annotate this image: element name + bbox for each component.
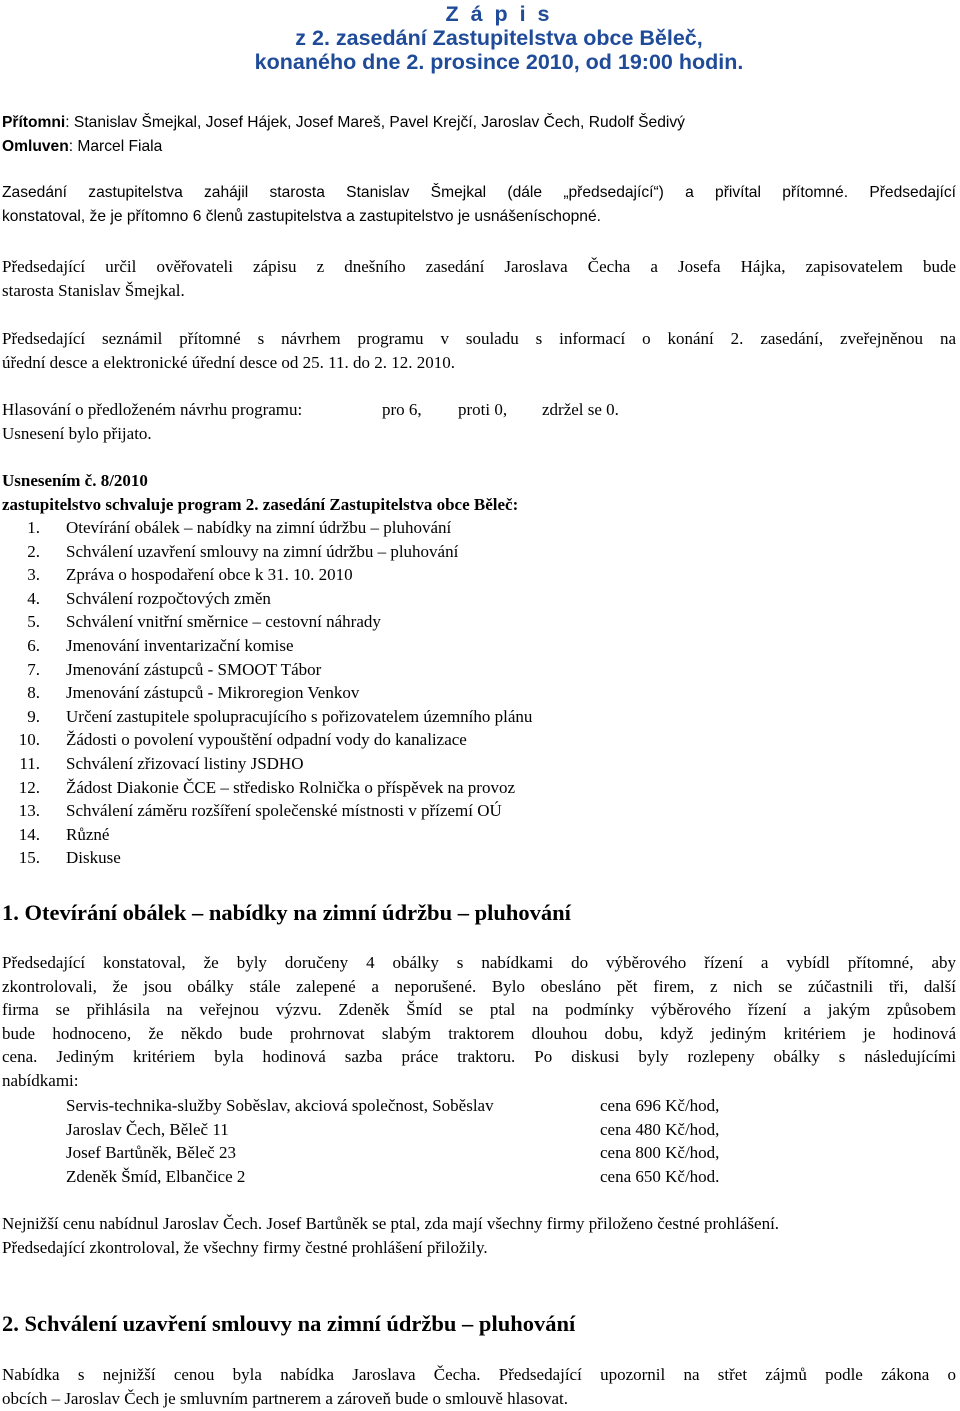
offers-table [66, 1094, 719, 1188]
program-item-number: 13. [18, 801, 40, 821]
vote-line [2, 398, 956, 422]
program-item-number: 5. [27, 612, 40, 632]
program-item [2, 658, 956, 682]
section-2-line-2: obcích – Jaroslav Čech je smluvním partnerem a zároveň bude o smlouvě hlasovat. [2, 1388, 569, 1408]
excused-names: : Marcel Fiala [68, 137, 163, 155]
program-list [2, 516, 956, 870]
excused-label: Omluven [2, 137, 69, 155]
program-item-text: Schválení zřizovací listiny JSDHO [66, 753, 304, 773]
verifiers-line-2: starosta Stanislav Šmejkal. [2, 280, 185, 300]
program-intro-paragraph [2, 327, 956, 374]
program-item-text: Různé [66, 824, 110, 844]
program-item-number: 1. [27, 518, 40, 537]
program-item-number: 6. [27, 635, 40, 655]
program-item-number: 4. [27, 588, 40, 608]
offer-row [66, 1141, 719, 1165]
section-1-conclusion-line-1: Nejnižší cenu nabídnul Jaroslav Čech. Josef Bartůněk se ptal, zda mají všechny firmy přiloženo čestné prohlášení. [2, 1214, 780, 1233]
section-1-conclusion-line-2: Předsedající zkontroloval, že všechny firmy čestné prohlášení přiložily. [2, 1237, 488, 1257]
offer-firm: Josef Bartůněk, Běleč 23 [66, 1143, 236, 1163]
program-item [2, 799, 956, 823]
program-item [2, 752, 956, 776]
offer-row [66, 1165, 719, 1189]
program-intro-line-1: Předsedající seznámil přítomné s návrhem programu v souladu s informací o konání 2. zasedání, zveřejněnou na [2, 329, 956, 348]
program-item [2, 846, 956, 870]
program-item-number: 7. [27, 659, 40, 679]
verifiers-paragraph [2, 255, 956, 302]
program-item-number: 3. [27, 565, 40, 585]
vote-block [2, 398, 956, 445]
program-item-number: 2. [27, 541, 40, 561]
program-item-text: Schválení uzavření smlouvy na zimní údržbu – pluhování [66, 541, 459, 561]
present-names: : Stanislav Šmejkal, Josef Hájek, Josef Mareš, Pavel Krejčí, Jaroslav Čech, Rudolf Šedivý [65, 114, 685, 131]
program-item [2, 728, 956, 752]
offer-firm: Jaroslav Čech, Běleč 11 [66, 1119, 229, 1139]
program-item [2, 681, 956, 705]
section-2-heading: 2. Schválení uzavření smlouvy na zimní údržbu – pluhování [2, 1311, 576, 1336]
program-item-text: Žádosti o povolení vypouštění odpadní vody do kanalizace [66, 730, 467, 750]
program-item-text: Schválení rozpočtových změn [66, 588, 271, 608]
program-item-number: 14. [18, 824, 40, 844]
offer-row [66, 1118, 719, 1142]
section-1-line-1: Předsedající konstatoval, že byly doručeny 4 obálky s nabídkami do výběrového řízení a vybídl přítomné, aby [2, 953, 956, 972]
vote-zdrzel: zdržel se 0. [542, 400, 619, 419]
program-item-text: Žádost Diakonie ČCE – středisko Rolnička o příspěvek na provoz [66, 777, 515, 797]
program-item-text: Schválení záměru rozšíření společenské místnosti v přízemí OÚ [66, 801, 502, 821]
program-item [2, 587, 956, 611]
intro-line-1: Zasedání zastupitelstva zahájil starosta Stanislav Šmejkal (dále „předsedající“) a přivítal přítomné. Předsedající [2, 184, 956, 201]
resolution-block [2, 469, 956, 516]
program-intro-line-2: úřední desce a elektronické úřední desce od 25. 11. do 2. 12. 2010. [2, 352, 456, 372]
program-item-number: 11. [19, 753, 40, 773]
section-1-conclusion [2, 1212, 956, 1259]
program-item-number: 12. [18, 777, 40, 797]
intro-paragraph [2, 181, 956, 228]
offer-price: cena 696 Kč/hod, [600, 1096, 720, 1115]
meeting-date: konaného dne 2. prosince 2010, od 19:00 hodin. [254, 50, 744, 74]
resolution-number: Usnesením č. 8/2010 [2, 471, 148, 490]
program-item [2, 516, 956, 540]
section-1-line-2: zkontrolovali, že jsou obálky stále zalepené a neporušené. Bylo obesláno pět firem, z nich se zúčastnili tři, další [2, 976, 956, 996]
present-label: Přítomni [2, 114, 66, 131]
section-2-line-1: Nabídka s nejnižší cenou byla nabídka Jaroslava Čecha. Předsedající upozornil na střet zájmů podle zákona o [2, 1365, 956, 1384]
excused-line [2, 135, 956, 159]
program-item-text: Jmenování inventarizační komise [66, 635, 294, 655]
program-item-text: Diskuse [66, 848, 121, 868]
program-item-number: 15. [18, 848, 40, 868]
program-item-number: 10. [18, 730, 40, 750]
program-item [2, 705, 956, 729]
program-item-number: 9. [27, 706, 40, 726]
vote-label: Hlasování o předloženém návrhu programu: [2, 400, 303, 419]
program-item-text: Jmenování zástupců - SMOOT Tábor [66, 659, 322, 679]
program-item-text: Jmenování zástupců - Mikroregion Venkov [66, 683, 360, 703]
section-1-line-3: firma se přihlásila na veřejnou výzvu. Zdeněk Šmíd se ptal na podmínky výběrového řízení a jakým způsobem [2, 1000, 956, 1020]
resolution-text: zastupitelstvo schvaluje program 2. zasedání Zastupitelstva obce Běleč: [2, 494, 519, 514]
vote-proti: proti 0, [458, 400, 508, 419]
document-header [2, 2, 956, 74]
program-item [2, 634, 956, 658]
section-1-heading: 1. Otevírání obálek – nabídky na zimní údržbu – pluhování [2, 900, 571, 925]
section-1-line-5: cena. Jediným kritériem byla hodinová sazba práce traktoru. Po diskusi byly rozlepeny obálky s následujícími [2, 1047, 956, 1067]
program-item-text: Zpráva o hospodaření obce k 31. 10. 2010 [66, 565, 353, 585]
offer-firm: Zdeněk Šmíd, Elbančice 2 [66, 1166, 246, 1186]
section-1-line-6: nabídkami: [2, 1070, 79, 1090]
offer-firm: Servis-technika-služby Soběslav, akciová společnost, Soběslav [66, 1096, 494, 1115]
vote-result: Usnesení bylo přijato. [2, 423, 152, 443]
verifiers-line-1: Předsedající určil ověřovateli zápisu z dnešního zasedání Jaroslava Čecha a Josefa Hájka, zapisovatelem bude [2, 257, 956, 276]
program-item [2, 540, 956, 564]
section-2-paragraph [2, 1363, 956, 1410]
program-item [2, 563, 956, 587]
program-item-number: 8. [27, 683, 40, 703]
program-item-text: Schválení vnitřní směrnice – cestovní náhrady [66, 612, 381, 632]
offer-row [66, 1094, 719, 1118]
attendance [2, 111, 956, 158]
program-item [2, 823, 956, 847]
section-1-paragraph [2, 951, 956, 1093]
program-item [2, 610, 956, 634]
intro-line-2: konstatoval, že je přítomno 6 členů zastupitelstva a zastupitelstvo je usnášeníschopné. [2, 207, 601, 225]
meeting-name: z 2. zasedání Zastupitelstva obce Běleč, [295, 26, 703, 50]
program-item-text: Určení zastupitele spolupracujícího s pořizovatelem územního plánu [66, 706, 533, 726]
present-line [2, 111, 956, 135]
offer-price: cena 650 Kč/hod. [600, 1166, 720, 1186]
vote-pro: pro 6, [382, 400, 422, 419]
offer-price: cena 800 Kč/hod, [600, 1143, 720, 1163]
offer-price: cena 480 Kč/hod, [600, 1119, 720, 1139]
section-1-line-4: bude hodnoceno, že někdo bude prohrnovat slabým traktorem dlouhou dobu, když jediným kritériem je hodinová [2, 1023, 956, 1043]
document-title: Z á p i s [445, 2, 553, 26]
program-item [2, 776, 956, 800]
program-item-text: Otevírání obálek – nabídky na zimní údržbu – pluhování [66, 518, 452, 537]
